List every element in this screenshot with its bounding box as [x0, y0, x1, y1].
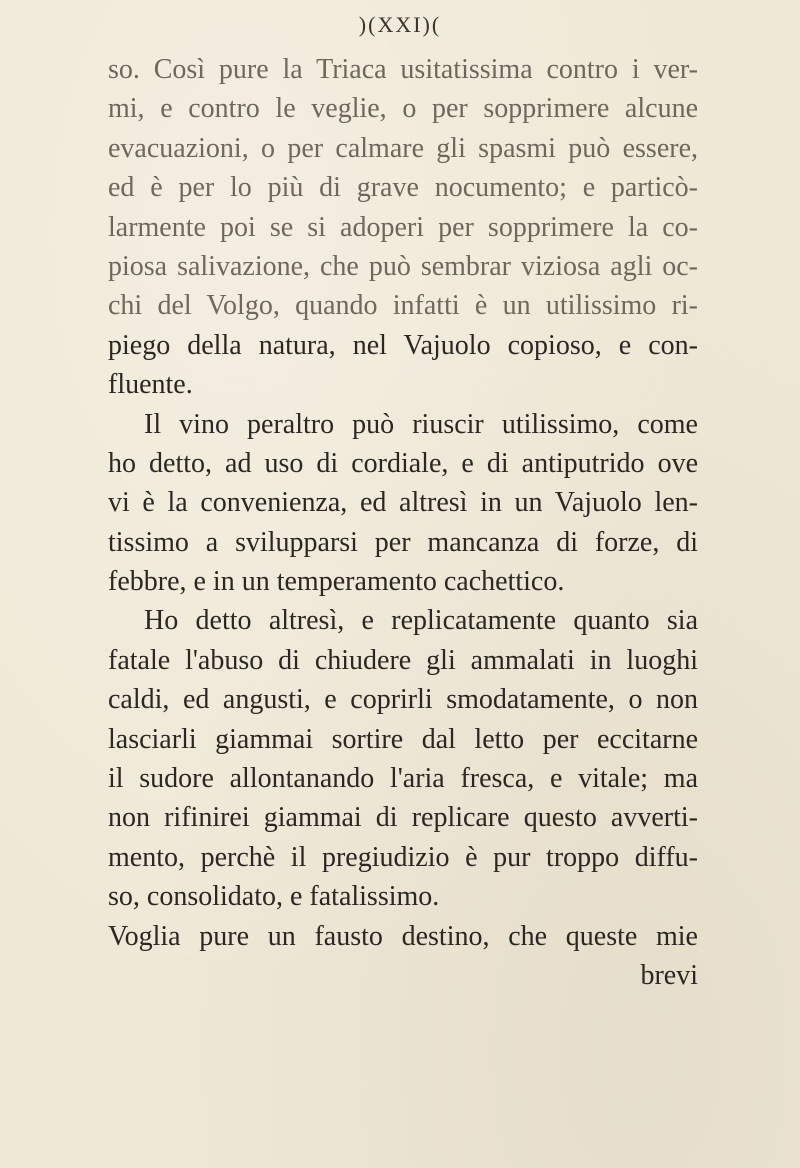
text-line: piosa salivazione, che può sembrar viziosa agli oc- — [108, 250, 698, 282]
text-line: chi del Volgo, quando infatti è un utilissimo ri- — [108, 290, 698, 322]
text-line: larmente poi se si adoperi per sopprimere la co- — [108, 211, 698, 243]
paragraph-start: Ho detto altresì, e replicatamente quanto sia — [144, 605, 698, 637]
text-line: vi è la convenienza, ed altresì in un Vajuolo len- — [108, 487, 698, 519]
text-line: evacuazioni, o per calmare gli spasmi può essere, — [108, 132, 698, 164]
paragraph-start: Voglia pure un fausto destino, che queste mie — [108, 920, 698, 952]
text-line: lasciarli giammai sortire dal letto per eccitarne — [108, 723, 698, 755]
text-line: fatale l'abuso di chiudere gli ammalati in luoghi — [108, 644, 698, 676]
text-line: piego della natura, nel Vajuolo copioso, e con- — [108, 329, 698, 361]
text-line: ho detto, ad uso di cordiale, e di antiputrido ove — [108, 447, 698, 479]
text-line: il sudore allontanando l'aria fresca, e vitale; ma — [108, 763, 698, 795]
text-line: so, consolidato, e fatalissimo. — [108, 881, 440, 913]
text-line: so. Così pure la Triaca usitatissima contro i ver- — [108, 54, 698, 85]
text-line: non rifinirei giammai di replicare questo avverti- — [108, 802, 698, 834]
catchword: brevi — [640, 959, 698, 991]
text-line: caldi, ed angusti, e coprirli smodatamente, o non — [108, 684, 698, 716]
text-line: ed è per lo più di grave nocumento; e particò- — [108, 172, 698, 204]
running-head: )(XXI)( — [358, 12, 442, 37]
text-line: tissimo a svilupparsi per mancanza di forze, di — [108, 526, 698, 558]
text-line: mento, perchè il pregiudizio è pur troppo diffu- — [108, 841, 698, 873]
text-line: fluente. — [108, 369, 193, 401]
body-text — [108, 50, 698, 995]
text-line: febbre, e in un temperamento cachettico. — [108, 566, 565, 598]
text-line: mi, e contro le veglie, o per sopprimere alcune — [108, 93, 698, 125]
paragraph-start: Il vino peraltro può riuscir utilissimo, come — [144, 408, 698, 440]
